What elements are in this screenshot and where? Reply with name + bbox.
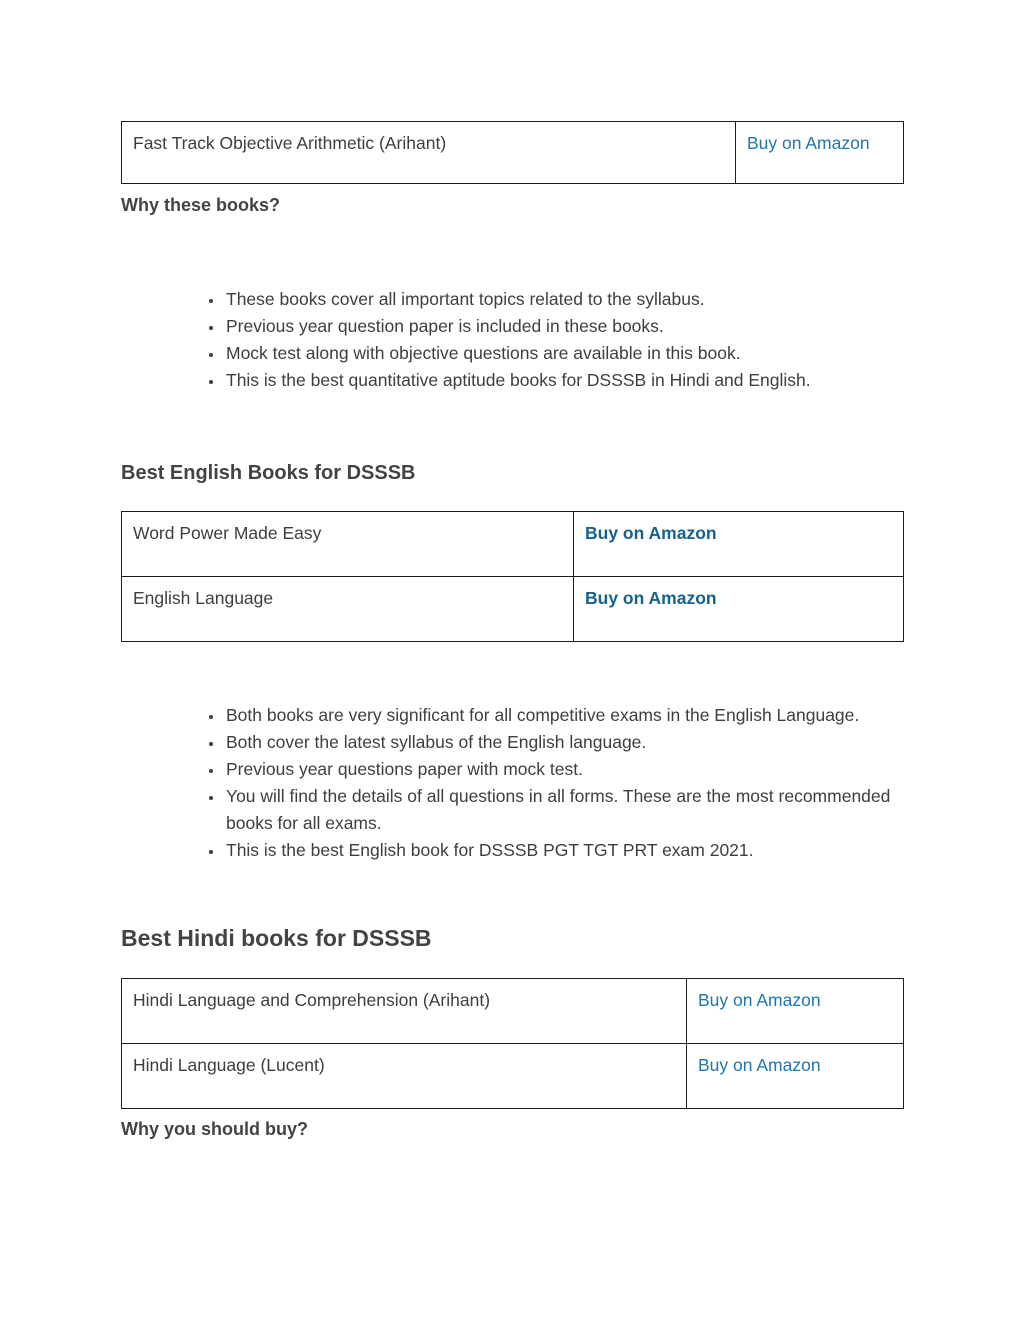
table-row (122, 122, 904, 184)
buy-on-amazon-link[interactable]: Buy on Amazon (585, 588, 717, 608)
book-title-cell (122, 1044, 687, 1109)
buy-on-amazon-link[interactable]: Buy on Amazon (698, 990, 821, 1010)
book-title-cell (122, 979, 687, 1044)
bullet-item: • Both books are very significant for all competitive exams in the English Language. (224, 702, 903, 729)
book-title: Fast Track Objective Arithmetic (Arihant) (133, 133, 447, 153)
bullet-item: • Previous year question paper is included in these books. (224, 313, 903, 340)
english-books-bullet-list (121, 702, 903, 864)
book-title: English Language (133, 588, 274, 608)
bullet-item: • Mock test along with objective questions are available in this book. (224, 340, 903, 367)
book-title-cell (122, 577, 574, 642)
hindi-books-heading: Best Hindi books for DSSSB (121, 925, 432, 951)
why-books-bullet-list (121, 286, 903, 394)
table-row (122, 1044, 904, 1109)
why-these-books-heading: Why these books? (121, 195, 281, 215)
book-title-cell (122, 512, 574, 577)
bullet-item: • This is the best English book for DSSSB PGT TGT PRT exam 2021. (224, 837, 903, 864)
buy-on-amazon-link[interactable]: Buy on Amazon (747, 133, 870, 153)
book-title-cell (122, 122, 736, 184)
hindi-books-table (121, 978, 904, 1109)
buy-link-cell (574, 577, 904, 642)
buy-on-amazon-link[interactable]: Buy on Amazon (585, 523, 717, 543)
book-title: Hindi Language (Lucent) (133, 1055, 325, 1075)
table-row (122, 577, 904, 642)
bullet-item: • You will find the details of all questions in all forms. These are the most recommended books for all exams. (224, 783, 903, 837)
table-row (122, 979, 904, 1044)
table-row (122, 512, 904, 577)
bullet-item: • Both cover the latest syllabus of the English language. (224, 729, 903, 756)
bullet-item: • This is the best quantitative aptitude books for DSSSB in Hindi and English. (224, 367, 903, 394)
arithmetic-book-table (121, 121, 904, 184)
book-title: Word Power Made Easy (133, 523, 322, 543)
buy-on-amazon-link[interactable]: Buy on Amazon (698, 1055, 821, 1075)
buy-link-cell (574, 512, 904, 577)
english-books-table (121, 511, 904, 642)
why-you-should-buy-heading: Why you should buy? (121, 1119, 308, 1139)
buy-link-cell (687, 1044, 904, 1109)
bullet-item: • Previous year questions paper with mock test. (224, 756, 903, 783)
document-content (121, 0, 903, 1140)
buy-link-cell (736, 122, 904, 184)
english-books-heading: Best English Books for DSSSB (121, 462, 416, 484)
book-title: Hindi Language and Comprehension (Arihant) (133, 990, 491, 1010)
bullet-item: • These books cover all important topics related to the syllabus. (224, 286, 903, 313)
buy-link-cell (687, 979, 904, 1044)
